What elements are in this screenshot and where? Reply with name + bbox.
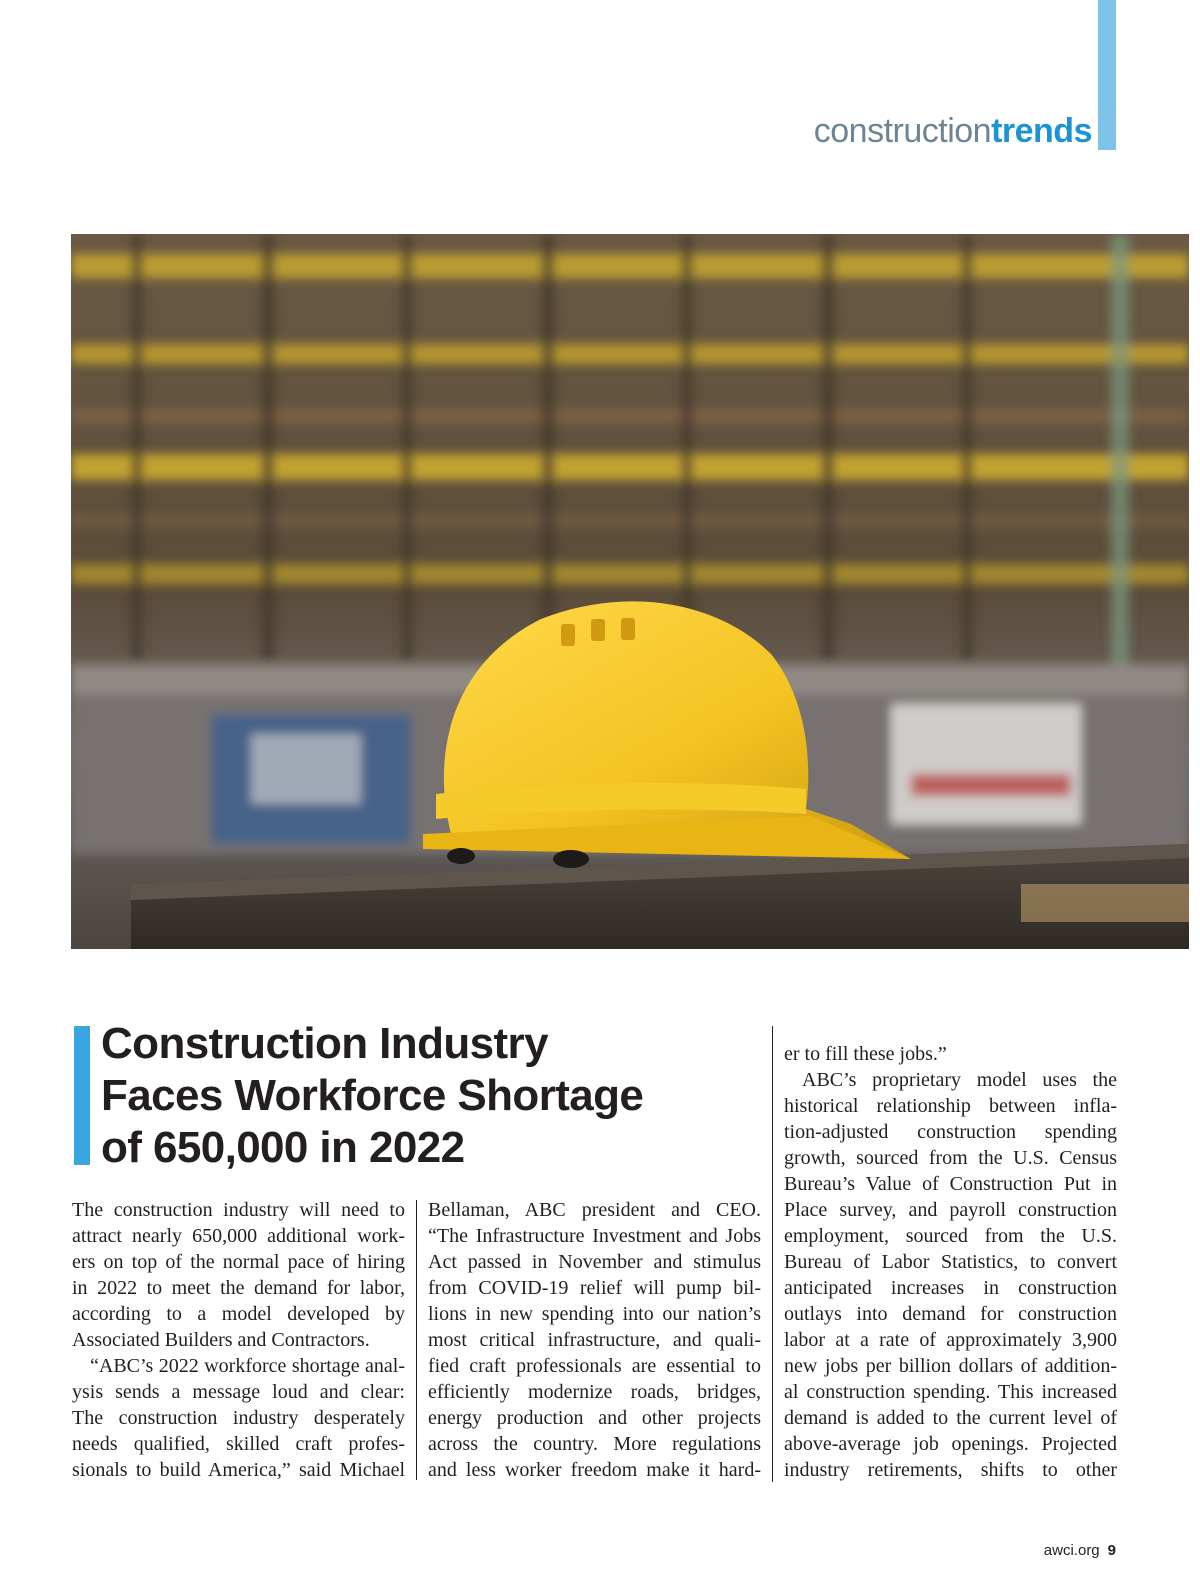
body-line: The construction industry will need to xyxy=(72,1199,405,1221)
body-line: most critical infrastructure, and quali- xyxy=(428,1329,761,1351)
body-line: growth, sourced from the U.S. Census xyxy=(784,1147,1117,1169)
body-column-3 xyxy=(784,1041,1117,1483)
section-label-light: construction xyxy=(813,112,992,150)
body-line: anticipated increases in construction xyxy=(784,1277,1117,1299)
column-divider xyxy=(416,1200,417,1480)
section-label-bold: trends xyxy=(991,112,1092,150)
body-line: ysis sends a message loud and clear: xyxy=(72,1381,405,1403)
body-line: Bureau of Labor Statistics, to convert xyxy=(784,1251,1117,1273)
footer-site: awci.org xyxy=(1043,1542,1100,1559)
headline-accent-bar xyxy=(74,1026,90,1165)
body-line: al construction spending. This increased xyxy=(784,1381,1117,1403)
body-line: The construction industry desperately xyxy=(72,1407,405,1429)
body-line: historical relationship between infla- xyxy=(784,1095,1117,1117)
body-line: “The Infrastructure Investment and Jobs xyxy=(428,1225,761,1247)
body-line: Associated Builders and Contractors. xyxy=(72,1329,370,1351)
body-line: Bureau’s Value of Construction Put in xyxy=(784,1173,1117,1195)
body-line: tion-adjusted construction spending xyxy=(784,1121,1117,1143)
body-line: outlays into demand for construction xyxy=(784,1303,1117,1325)
headline-line: Construction Industry xyxy=(101,1019,548,1068)
section-label xyxy=(814,114,1092,148)
column-divider xyxy=(772,1026,773,1482)
headline-line: of 650,000 in 2022 xyxy=(101,1123,465,1172)
body-line: fied craft professionals are essential to xyxy=(428,1355,761,1377)
body-line: employment, sourced from the U.S. xyxy=(784,1225,1117,1247)
body-line: Place survey, and payroll construction xyxy=(784,1199,1117,1221)
body-line: labor at a rate of approximately 3,900 xyxy=(784,1329,1117,1351)
headline-line: Faces Workforce Shortage xyxy=(101,1071,644,1120)
page-footer xyxy=(1044,1542,1116,1559)
body-line: new jobs per billion dollars of addition- xyxy=(784,1355,1117,1377)
body-line: from COVID-19 relief will pump bil- xyxy=(428,1277,761,1299)
body-line: in 2022 to meet the demand for labor, xyxy=(72,1277,405,1299)
body-line: sionals to build America,” said Michael xyxy=(72,1459,405,1481)
body-column-1 xyxy=(72,1197,405,1483)
body-line: attract nearly 650,000 additional work- xyxy=(72,1225,405,1247)
body-line: ers on top of the normal pace of hiring xyxy=(72,1251,405,1273)
body-line: and less worker freedom make it hard- xyxy=(428,1459,761,1481)
body-line: er to fill these jobs.” xyxy=(784,1043,947,1065)
body-line: lions in new spending into our nation’s xyxy=(428,1303,761,1325)
body-line: according to a model developed by xyxy=(72,1303,405,1325)
body-line: above-average job openings. Projected xyxy=(784,1433,1117,1455)
body-line: “ABC’s 2022 workforce shortage anal- xyxy=(90,1355,405,1377)
body-line: efficiently modernize roads, bridges, xyxy=(428,1381,761,1403)
body-line: Bellaman, ABC president and CEO. xyxy=(428,1199,761,1221)
body-line: across the country. More regulations xyxy=(428,1433,761,1455)
body-line: ABC’s proprietary model uses the xyxy=(802,1069,1117,1091)
article-headline xyxy=(101,1018,701,1174)
header-accent-bar xyxy=(1098,0,1116,150)
body-column-2 xyxy=(428,1197,761,1483)
body-line: Act passed in November and stimulus xyxy=(428,1251,761,1273)
page-number: 9 xyxy=(1107,1542,1116,1559)
hard-hat-photo xyxy=(71,234,1189,949)
body-line: needs qualified, skilled craft profes- xyxy=(72,1433,405,1455)
body-line: energy production and other projects xyxy=(428,1407,761,1429)
body-line: demand is added to the current level of xyxy=(784,1407,1117,1429)
body-line: industry retirements, shifts to other xyxy=(784,1459,1117,1481)
